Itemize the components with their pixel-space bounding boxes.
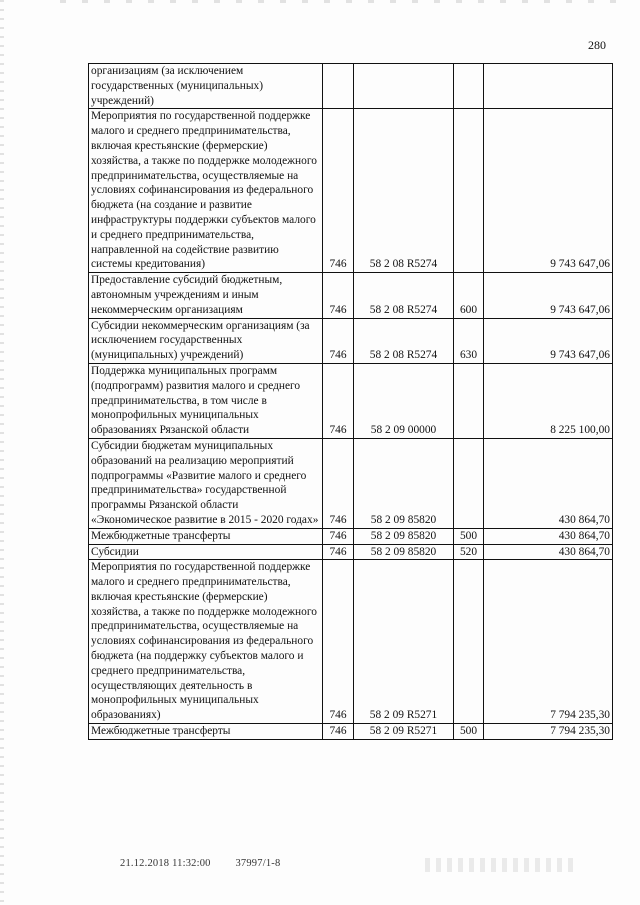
row-csr: 58 2 08 R5274 [354,109,454,273]
row-sum [484,64,613,109]
scan-top-artifact [60,0,620,3]
row-code [323,64,354,109]
page-number: 280 [588,38,606,52]
row-name: организациям (за исключением государственных (муниципальных) учреждений) [89,64,323,109]
table-row [89,724,613,740]
row-vr [454,363,484,438]
row-name: Субсидии бюджетам муниципальных образований на реализацию мероприятий подпрограммы «Развитие малого и среднего предпринимательства» государственной программы Рязанской области «Экономическое развитие в 2015 - 2020 годах» [89,438,323,528]
table-row [89,363,613,438]
footer-doc-id: 37997/1-8 [235,858,281,869]
row-sum: 9 743 647,06 [484,273,613,318]
table-row [89,544,613,560]
row-sum: 9 743 647,06 [484,109,613,273]
row-code: 746 [323,724,354,740]
table-row [89,109,613,273]
row-name: Поддержка муниципальных программ (подпрограмм) развития малого и среднего предпринимательства, в том числе в монопрофильных муниципальных образованиях Рязанской области [89,363,323,438]
row-code: 746 [323,109,354,273]
row-csr: 58 2 09 85820 [354,438,454,528]
row-vr: 500 [454,724,484,740]
row-sum: 7 794 235,30 [484,560,613,724]
row-vr [454,64,484,109]
row-vr: 630 [454,318,484,363]
row-sum: 430 864,70 [484,438,613,528]
table-row [89,560,613,724]
row-vr [454,560,484,724]
row-code: 746 [323,544,354,560]
row-name: Мероприятия по государственной поддержке малого и среднего предпринимательства, включая крестьянские (фермерские) хозяйства, а также по поддержке молодежного предпринимательства, осуществляемые на условиях софинансирования из федерального бюджета (на поддержку субъектов малого и среднего предпринимательства, осуществляющих деятельность в монопрофильных муниципальных образованиях) [89,560,323,724]
row-csr: 58 2 09 00000 [354,363,454,438]
row-sum: 9 743 647,06 [484,318,613,363]
row-sum: 430 864,70 [484,528,613,544]
row-csr: 58 2 08 R5274 [354,273,454,318]
row-name: Субсидии [89,544,323,560]
row-code: 746 [323,273,354,318]
table-row [89,318,613,363]
row-name: Субсидии некоммерческим организациям (за исключением государственных (муниципальных) учреждений) [89,318,323,363]
row-csr: 58 2 08 R5274 [354,318,454,363]
table-row [89,273,613,318]
table-row [89,438,613,528]
scan-margin-artifact [0,0,4,905]
row-name: Межбюджетные трансферты [89,528,323,544]
scan-noise-artifact [425,858,575,872]
row-name: Предоставление субсидий бюджетным, автономным учреждениям и иным некоммерческим организациям [89,273,323,318]
row-code: 746 [323,528,354,544]
row-code: 746 [323,363,354,438]
row-sum: 7 794 235,30 [484,724,613,740]
page-footer [120,858,302,869]
row-name: Межбюджетные трансферты [89,724,323,740]
row-vr [454,438,484,528]
row-code: 746 [323,560,354,724]
row-vr: 600 [454,273,484,318]
row-vr [454,109,484,273]
row-vr: 500 [454,528,484,544]
row-name: Мероприятия по государственной поддержке малого и среднего предпринимательства, включая крестьянские (фермерские) хозяйства, а также по поддержке молодежного предпринимательства, осуществляемые на условиях софинансирования из федерального бюджета (на создание и развитие инфраструктуры поддержки субъектов малого и среднего предпринимательства, направленной на содействие развитию системы кредитования) [89,109,323,273]
budget-table [88,63,613,740]
row-csr [354,64,454,109]
footer-timestamp: 21.12.2018 11:32:00 [120,858,211,869]
table-row [89,528,613,544]
row-csr: 58 2 09 85820 [354,528,454,544]
row-code: 746 [323,318,354,363]
table-row [89,64,613,109]
row-csr: 58 2 09 85820 [354,544,454,560]
row-csr: 58 2 09 R5271 [354,560,454,724]
row-sum: 430 864,70 [484,544,613,560]
row-vr: 520 [454,544,484,560]
row-code: 746 [323,438,354,528]
row-csr: 58 2 09 R5271 [354,724,454,740]
row-sum: 8 225 100,00 [484,363,613,438]
